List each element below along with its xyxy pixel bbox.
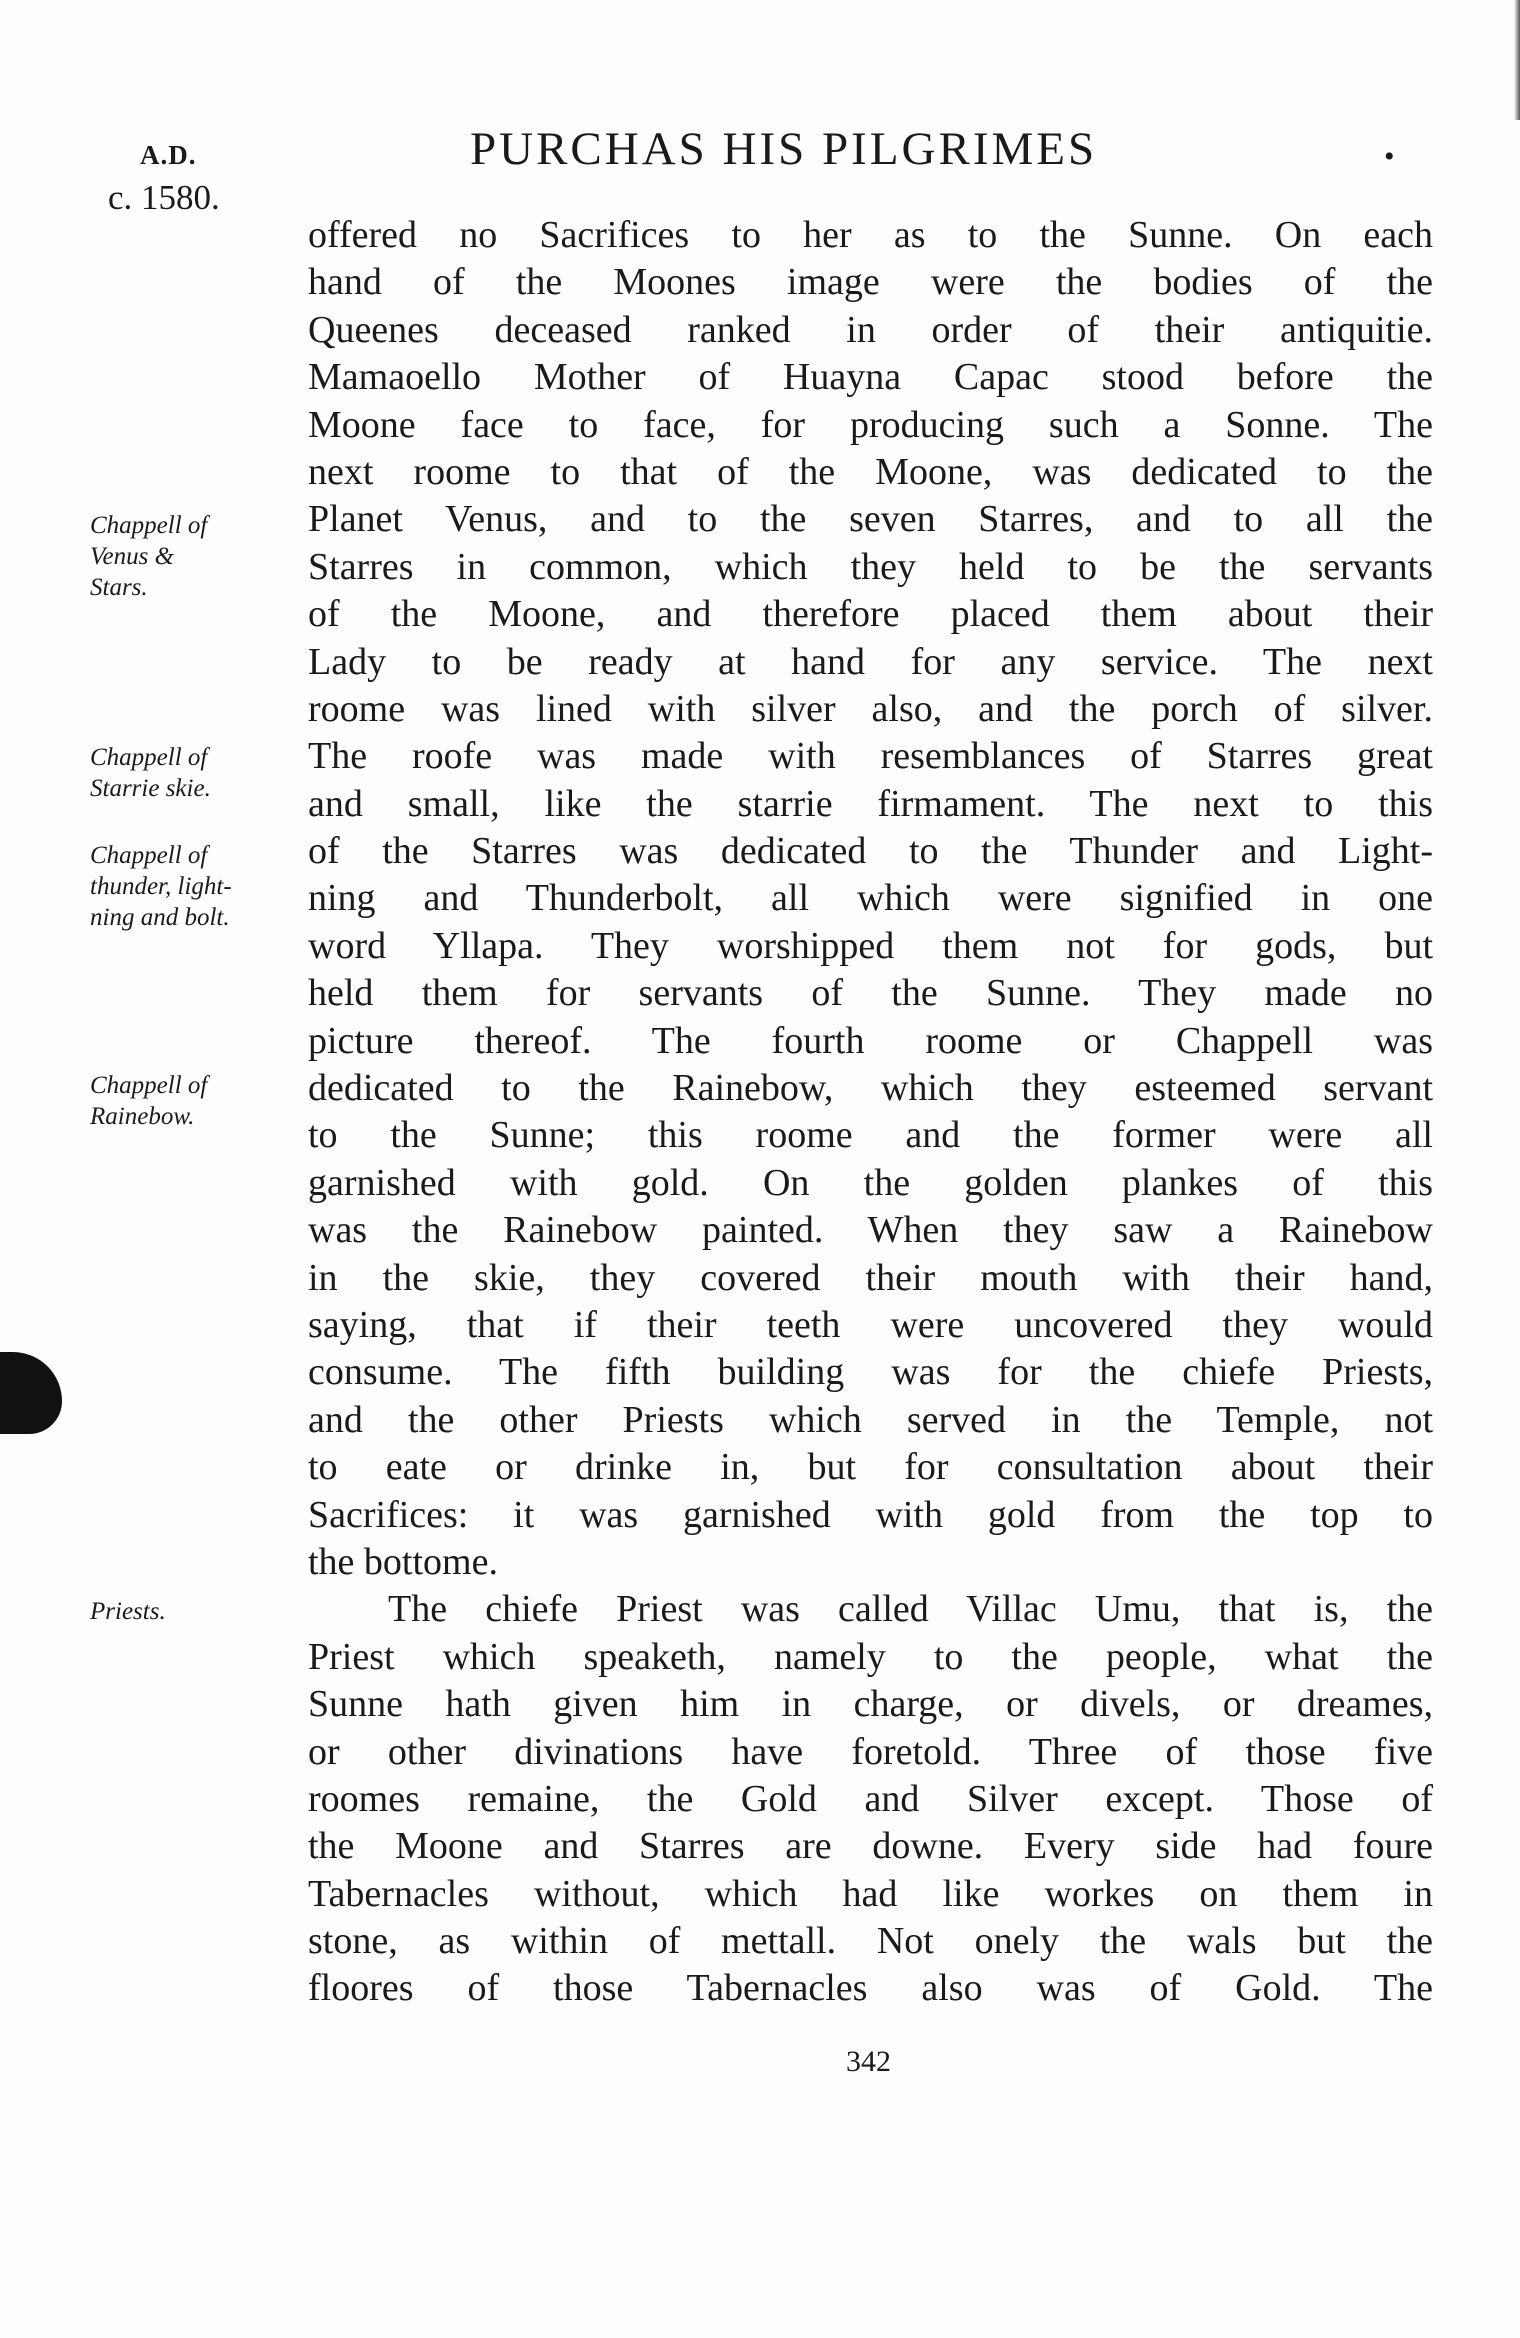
page-thumb-blot <box>0 1352 62 1434</box>
running-head: PURCHAS HIS PILGRIMES <box>470 123 1098 175</box>
text-line: roomes remaine, the Gold and Silver except. Those of <box>308 1777 1433 1820</box>
page-number: 342 <box>846 2045 891 2078</box>
text-line: consume. The fifth building was for the chiefe Priests, <box>308 1351 1433 1394</box>
text-line: Starres in common, which they held to be the servants <box>308 545 1433 588</box>
margin-note-line: Chappell of <box>90 512 208 539</box>
margin-note-line: Chappell of <box>90 1072 208 1099</box>
text-line: dedicated to the Rainebow, which they esteemed servant <box>308 1067 1433 1110</box>
text-line: the Moone and Starres are downe. Every side had foure <box>308 1825 1433 1868</box>
text-line: next roome to that of the Moone, was dedicated to the <box>308 450 1433 493</box>
text-line: offered no Sacrifices to her as to the Sunne. On each <box>308 214 1433 256</box>
text-line: stone, as within of mettall. Not onely the wals but the <box>308 1920 1433 1963</box>
page-edge-shadow <box>1514 0 1520 120</box>
margin-note-line: Chappell of <box>90 842 208 869</box>
margin-note-line: Stars. <box>90 574 148 601</box>
body-text <box>308 212 1433 2013</box>
text-line: Sunne hath given him in charge, or divels, or dreames, <box>308 1683 1433 1726</box>
text-line: held them for servants of the Sunne. They made no <box>308 972 1433 1015</box>
margin-note-line: Venus & <box>90 543 175 570</box>
text-line: hand of the Moones image were the bodies of the <box>308 261 1433 304</box>
text-line: of the Moone, and therefore placed them about their <box>308 593 1433 636</box>
text-line: of the Starres was dedicated to the Thunder and Light- <box>308 830 1433 873</box>
text-line: The roofe was made with resemblances of Starres great <box>308 735 1433 778</box>
margin-note-line: ning and bolt. <box>90 904 230 931</box>
text-line: Moone face to face, for producing such a Sonne. The <box>308 403 1433 446</box>
text-line: ning and Thunderbolt, all which were signified in one <box>308 877 1433 920</box>
head-mark: • <box>1384 140 1395 173</box>
text-line: picture thereof. The fourth roome or Chappell was <box>308 1019 1433 1062</box>
text-line: floores of those Tabernacles also was of Gold. The <box>308 1967 1433 2010</box>
text-line: Sacrifices: it was garnished with gold from the top to <box>308 1493 1433 1536</box>
text-line: saying, that if their teeth were uncovered they would <box>308 1303 1433 1346</box>
text-line: or other divinations have foretold. Three of those five <box>308 1730 1433 1773</box>
text-line: was the Rainebow painted. When they saw a Rainebow <box>308 1209 1433 1252</box>
margin-note-venus <box>90 510 207 603</box>
text-line: garnished with gold. On the golden plankes of this <box>308 1161 1433 1204</box>
margin-note-line: Chappell of <box>90 744 208 771</box>
text-line: to eate or drinke in, but for consultation about their <box>308 1446 1433 1489</box>
margin-note-thunder <box>90 840 232 933</box>
text-line: and the other Priests which served in the Temple, not <box>308 1398 1433 1441</box>
text-line: Queenes deceased ranked in order of their antiquitie. <box>308 308 1433 351</box>
margin-note-line: Starrie skie. <box>90 775 211 802</box>
text-line: word Yllapa. They worshipped them not for gods, but <box>308 924 1433 967</box>
text-line: Priest which speaketh, namely to the people, what the <box>308 1635 1433 1678</box>
text-line: Planet Venus, and to the seven Starres, and to all the <box>308 498 1433 541</box>
margin-note-priests <box>90 1596 166 1627</box>
margin-note-line: thunder, light- <box>90 873 232 900</box>
margin-note-line: Priests. <box>90 1598 166 1625</box>
text-line: Mamaoello Mother of Huayna Capac stood before the <box>308 356 1433 399</box>
text-line: Lady to be ready at hand for any service. The next <box>308 640 1433 683</box>
text-line: roome was lined with silver also, and the porch of silver. <box>308 687 1433 730</box>
text-line: The chiefe Priest was called Villac Umu, that is, the <box>388 1588 1433 1631</box>
margin-note-starrie-skie <box>90 742 211 804</box>
text-line: and small, like the starrie firmament. The next to this <box>308 782 1433 825</box>
text-line: Tabernacles without, which had like workes on them in <box>308 1872 1433 1915</box>
date-label-year: c. 1580. <box>108 178 220 217</box>
date-label-ad: A.D. <box>140 140 197 170</box>
text-line: the bottome. <box>308 1540 498 1583</box>
margin-note-line: Rainebow. <box>90 1103 195 1130</box>
text-line: in the skie, they covered their mouth with their hand, <box>308 1256 1433 1299</box>
text-line: to the Sunne; this roome and the former were all <box>308 1114 1433 1157</box>
margin-note-rainebow <box>90 1070 207 1132</box>
